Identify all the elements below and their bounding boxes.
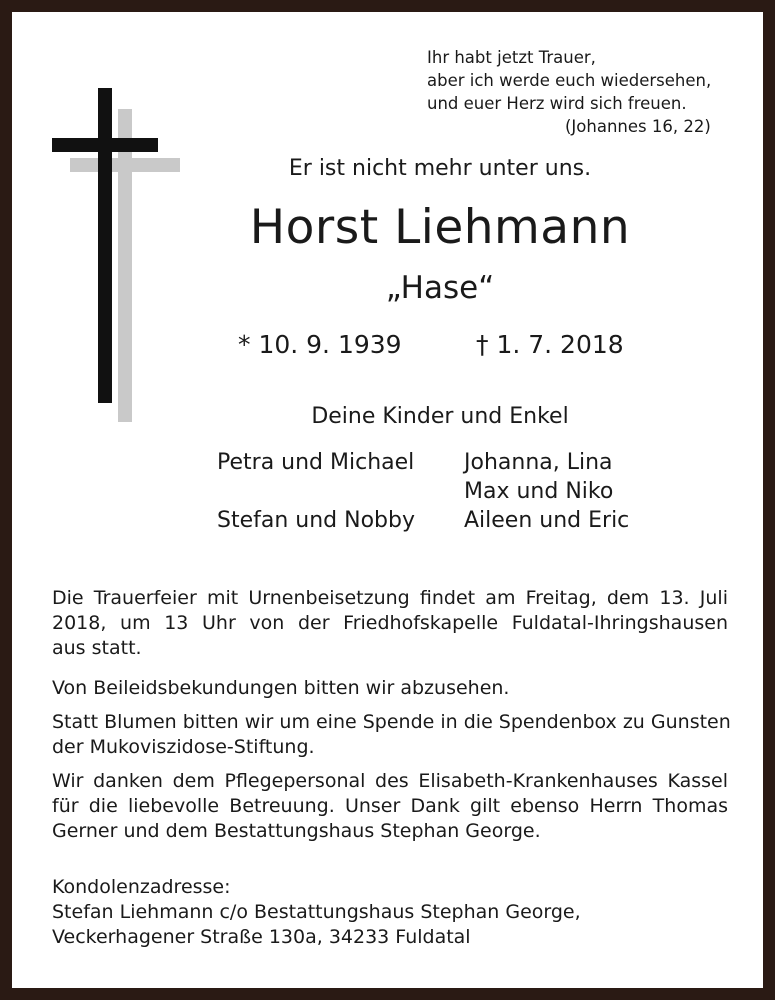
address-line: Stefan Liehmann c/o Bestattungshaus Stephan George, bbox=[52, 901, 581, 923]
grandchildren-names: Max und Niko bbox=[464, 479, 614, 504]
paragraph-line: für die liebevolle Betreuung. Unser Dank gilt ebenso Herrn Thomas bbox=[52, 795, 728, 817]
deceased-name: Horst Liehmann bbox=[249, 200, 631, 255]
obituary-notice bbox=[12, 12, 763, 988]
grandchildren-names: Aileen und Eric bbox=[464, 508, 630, 533]
death-date: † 1. 7. 2018 bbox=[476, 330, 624, 359]
paragraph-line: aus statt. bbox=[52, 637, 142, 659]
paragraph-line: der Mukoviszidose-Stiftung. bbox=[52, 736, 315, 758]
children-names: Petra und Michael bbox=[217, 450, 415, 475]
grandchildren-names: Johanna, Lina bbox=[464, 450, 613, 475]
verse-line: und euer Herz wird sich freuen. bbox=[427, 94, 687, 113]
condolences-paragraph bbox=[52, 676, 728, 701]
cross-shadow-vertical bbox=[118, 109, 132, 422]
nickname: „Hase“ bbox=[385, 270, 495, 306]
condolence-address bbox=[52, 875, 728, 950]
cross-vertical bbox=[98, 88, 112, 403]
donation-paragraph bbox=[52, 710, 731, 760]
address-label: Kondolenzadresse: bbox=[52, 876, 231, 898]
paragraph-line: Statt Blumen bitten wir um eine Spende in die Spendenbox zu Gunsten bbox=[52, 711, 731, 733]
children-names: Stefan und Nobby bbox=[217, 508, 415, 533]
paragraph-line: 2018, um 13 Uhr von der Friedhofskapelle Fuldatal-Ihringshausen bbox=[52, 612, 728, 634]
thanks-paragraph bbox=[52, 769, 728, 844]
address-line: Veckerhagener Straße 130a, 34233 Fuldatal bbox=[52, 926, 471, 948]
paragraph-line: Die Trauerfeier mit Urnenbeisetzung findet am Freitag, dem 13. Juli bbox=[52, 587, 728, 609]
verse-line: Ihr habt jetzt Trauer, bbox=[427, 48, 596, 67]
birth-date: * 10. 9. 1939 bbox=[238, 330, 402, 359]
paragraph-line: Von Beileidsbekundungen bitten wir abzusehen. bbox=[52, 677, 510, 699]
cross-horizontal bbox=[52, 138, 158, 152]
intro-text: Er ist nicht mehr unter uns. bbox=[288, 156, 592, 181]
bible-verse bbox=[427, 46, 757, 138]
verse-line: aber ich werde euch wiedersehen, bbox=[427, 71, 712, 90]
paragraph-line: Gerner und dem Bestattungshaus Stephan George. bbox=[52, 820, 541, 842]
family-title: Deine Kinder und Enkel bbox=[311, 404, 569, 429]
ceremony-paragraph bbox=[52, 586, 728, 661]
paragraph-line: Wir danken dem Pflegepersonal des Elisabeth-Krankenhauses Kassel bbox=[52, 770, 728, 792]
verse-source: (Johannes 16, 22) bbox=[565, 117, 711, 136]
